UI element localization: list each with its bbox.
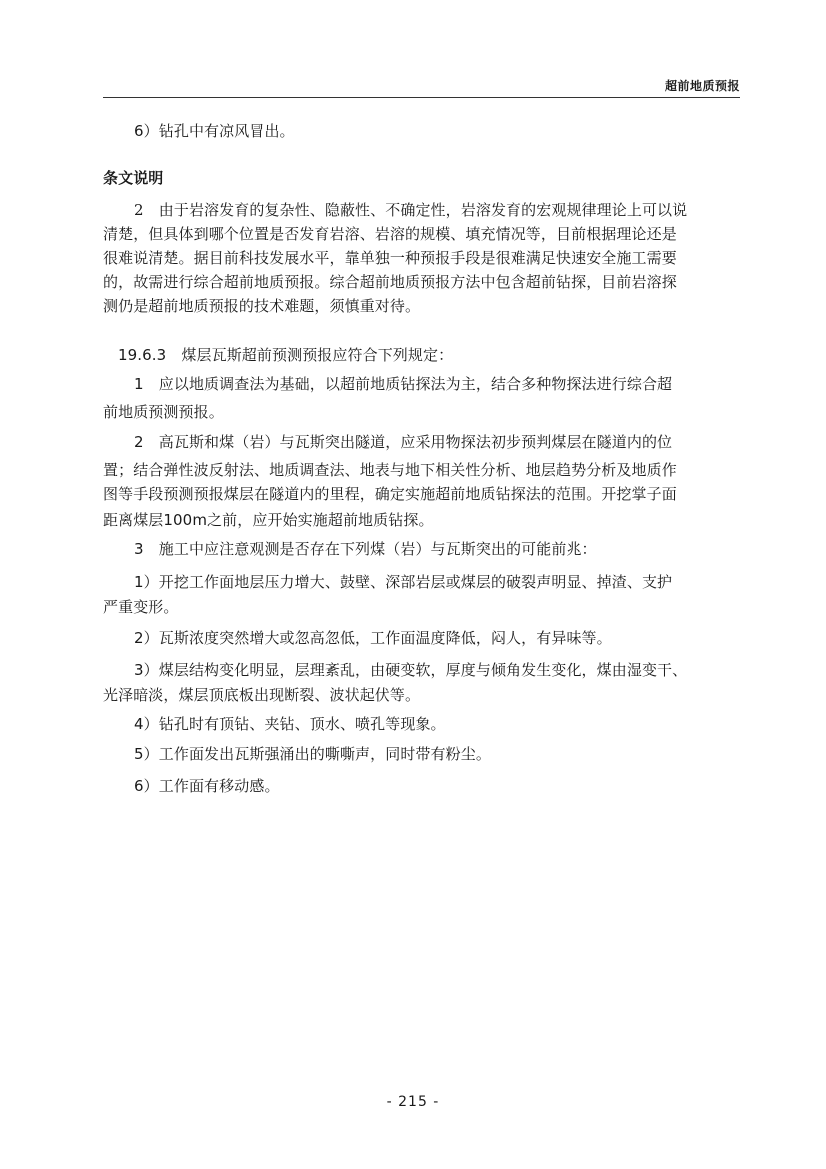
list-item: 1）开挖工作面地层压力增大、鼓壁、深部岩层或煤层的破裂声明显、掉渣、支护 <box>134 573 673 591</box>
paragraph-line: 测仍是超前地质预报的技术难题，须慎重对待。 <box>103 297 421 315</box>
list-item: 6）钻孔中有凉风冒出。 <box>134 122 295 140</box>
paragraph-line: 很难说清楚。据目前科技发展水平，靠单独一种预报手段是很难满足快速安全施工需要 <box>103 249 677 267</box>
list-item: 严重变形。 <box>103 598 179 616</box>
section-heading: 条文说明 <box>103 169 164 187</box>
list-item: 光泽暗淡，煤层顶底板出现断裂、波状起伏等。 <box>103 686 421 704</box>
list-item: 3）煤层结构变化明显，层理紊乱，由硬变软，厚度与倾角发生变化，煤由湿变干、 <box>134 661 688 679</box>
paragraph-line: 距离煤层100m之前，应开始实施超前地质钻探。 <box>103 511 434 529</box>
paragraph-line: 1 应以地质调查法为基础，以超前地质钻探法为主，结合多种物探法进行综合超 <box>134 375 673 393</box>
paragraph-line: 清楚，但具体到哪个位置是否发育岩溶、岩溶的规模、填充情况等，目前根据理论还是 <box>103 225 677 243</box>
paragraph-line: 3 施工中应注意观测是否存在下列煤（岩）与瓦斯突出的可能前兆： <box>134 540 597 558</box>
paragraph-line: 的，故需进行综合超前地质预报。综合超前地质预报方法中包含超前钻探，目前岩溶探 <box>103 273 677 291</box>
paragraph-line: 2 高瓦斯和煤（岩）与瓦斯突出隧道，应采用物探法初步预判煤层在隧道内的位 <box>134 433 673 451</box>
running-header-title: 超前地质预报 <box>664 79 740 93</box>
list-item: 2）瓦斯浓度突然增大或忽高忽低，工作面温度降低，闷人，有异味等。 <box>134 629 612 647</box>
list-item: 4）钻孔时有顶钻、夹钻、顶水、喷孔等现象。 <box>134 715 446 733</box>
paragraph-line: 前地质预测预报。 <box>103 403 224 421</box>
paragraph-line: 图等手段预测预报煤层在隧道内的里程，确定实施超前地质钻探法的范围。开挖掌子面 <box>103 485 677 503</box>
paragraph-line: 2 由于岩溶发育的复杂性、隐蔽性、不确定性，岩溶发育的宏观规律理论上可以说 <box>134 201 688 219</box>
list-item: 6）工作面有移动感。 <box>134 777 280 795</box>
paragraph-line: 置；结合弹性波反射法、地质调查法、地表与地下相关性分析、地层趋势分析及地质作 <box>103 461 677 479</box>
page-number: - 215 - <box>386 1094 440 1110</box>
clause-heading: 19.6.3 煤层瓦斯超前预测预报应符合下列规定： <box>118 346 454 364</box>
running-header <box>103 79 740 98</box>
list-item: 5）工作面发出瓦斯强涌出的嘶嘶声，同时带有粉尘。 <box>134 745 491 763</box>
